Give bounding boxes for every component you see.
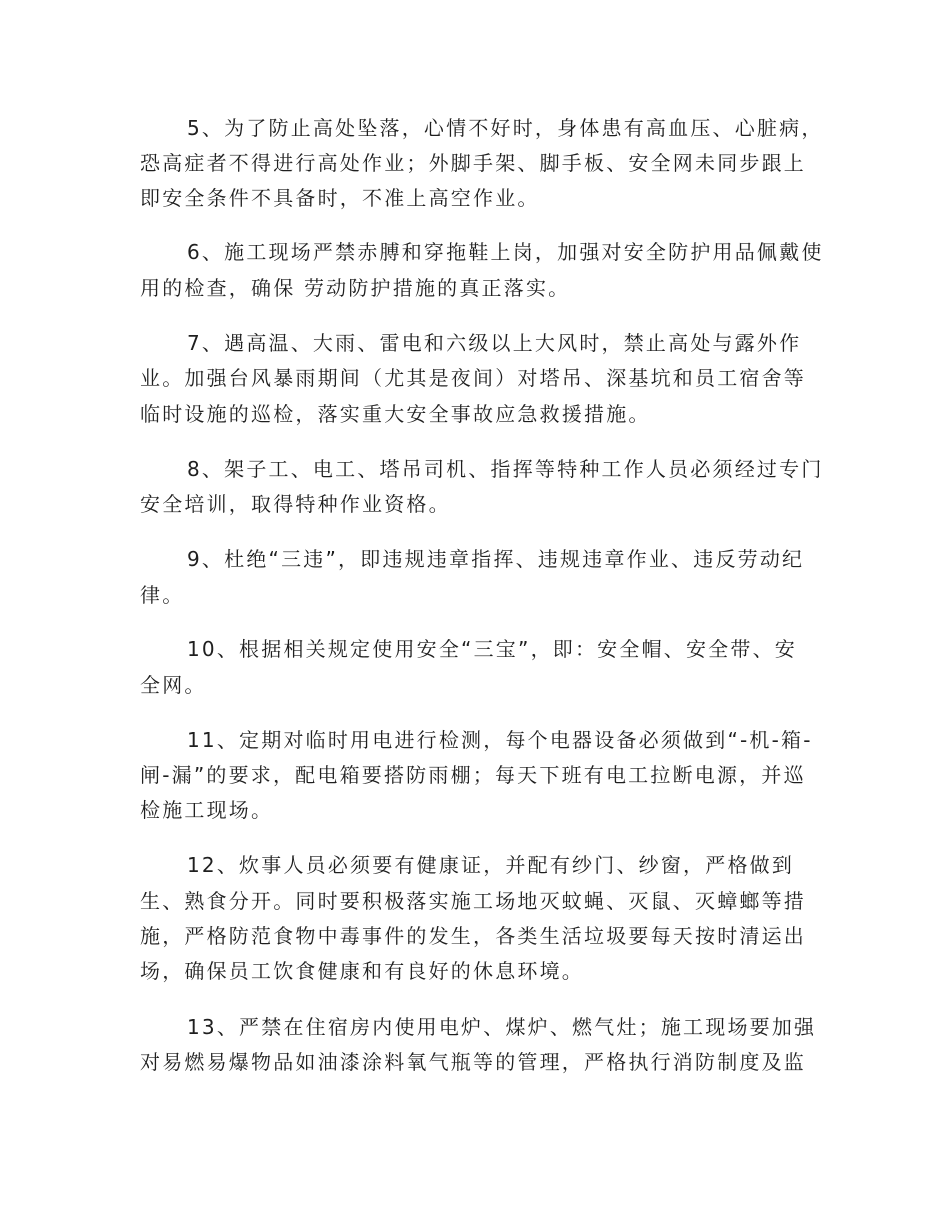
paragraph-12-line-3: 施，严格防范食物中毒事件的发生，各类生活垃圾要每天按时清运出: [140, 924, 806, 948]
paragraph-6-line-2: 用的检查，确保 劳动防护措施的真正落实。: [140, 276, 571, 300]
paragraph-5-line-2: 恐高症者不得进行高处作业；外脚手架、脚手板、安全网未同步跟上: [140, 151, 806, 175]
paragraph-12-line-1: 12、炊事人员必须要有健康证，并配有纱门、纱窗，严格做到: [187, 853, 795, 877]
paragraph-12-line-4: 场，确保员工饮食健康和有良好的休息环境。: [140, 959, 584, 983]
paragraph-12-line-2: 生、熟食分开。同时要积极落实施工场地灭蚊蝇、灭鼠、灭蟑螂等措: [140, 889, 806, 913]
paragraph-7-line-2: 业。加强台风暴雨期间（尤其是夜间）对塔吊、深基坑和员工宿舍等: [140, 366, 806, 390]
paragraph-11-line-1: 11、定期对临时用电进行检测，每个电器设备必须做到“-机-箱-: [187, 728, 813, 752]
paragraph-10-line-2: 全网。: [140, 673, 207, 697]
paragraph-11-line-3: 检施工现场。: [140, 798, 274, 822]
paragraph-6-line-1: 6、施工现场严禁赤膊和穿拖鞋上岗，加强对安全防护用品佩戴使: [187, 240, 824, 264]
paragraph-7-line-3: 临时设施的巡检，落实重大安全事故应急救援措施。: [140, 402, 651, 426]
paragraph-9-line-2: 律。: [140, 583, 185, 607]
paragraph-13-line-2: 对易燃易爆物品如油漆涂料氧气瓶等的管理，严格执行消防制度及监: [140, 1050, 806, 1074]
paragraph-5-line-3: 即安全条件不具备时，不准上高空作业。: [140, 186, 540, 210]
paragraph-8-line-2: 安全培训，取得特种作业资格。: [140, 492, 451, 516]
paragraph-9-line-1: 9、杜绝“三违”，即违规违章指挥、违规违章作业、违反劳动纪: [187, 547, 805, 571]
paragraph-8-line-1: 8、架子工、电工、塔吊司机、指挥等特种工作人员必须经过专门: [187, 457, 824, 481]
paragraph-13-line-1: 13、严禁在住宿房内使用电炉、煤炉、燃气灶；施工现场要加强: [187, 1015, 817, 1039]
paragraph-7-line-1: 7、遇高温、大雨、雷电和六级以上大风时，禁止高处与露外作: [187, 331, 802, 355]
paragraph-5-line-1: 5、为了防止高处坠落，心情不好时，身体患有高血压、心脏病，: [187, 116, 824, 140]
paragraph-10-line-1: 10、根据相关规定使用安全“三宝”，即：安全帽、安全带、安: [187, 637, 797, 661]
paragraph-11-line-2: 闸-漏”的要求，配电箱要搭防雨棚；每天下班有电工拉断电源，并巡: [140, 763, 806, 787]
